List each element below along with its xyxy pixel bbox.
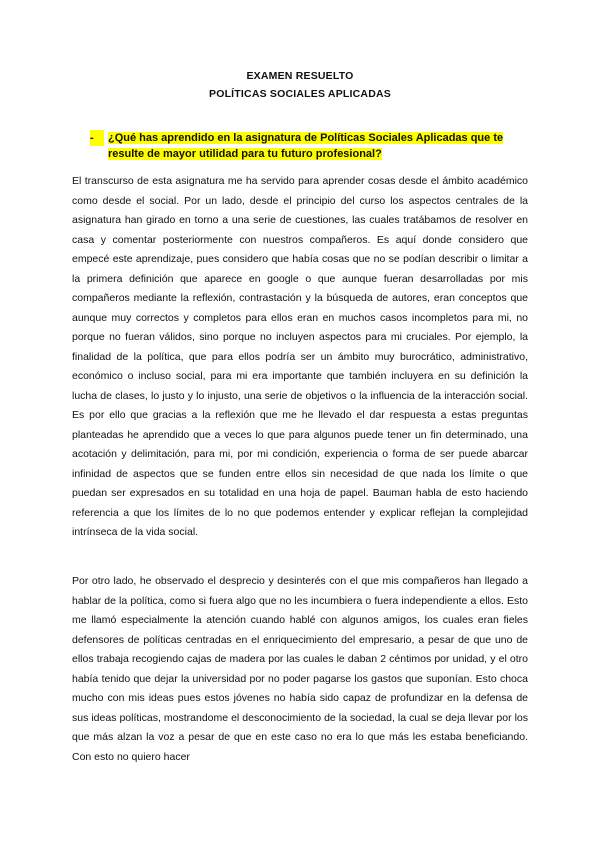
document-subtitle: POLÍTICAS SOCIALES APLICADAS [209, 88, 391, 100]
answer-paragraph-1: El transcurso de esta asignatura me ha servido para aprender cosas desde el ámbito académico como desde el social. Por un lado, desde el principio del curso los aspectos centrales de la asignatura han girado en torno a una serie de cuestiones, las cuales tratábamos de resolver en casa y comentar posteriormente con nuestros compañeros. Es aquí donde considero que empecé este aprendizaje, pues considero que había cosas que no se podían describir o limitar a la primera definición que aparece en google o que aunque fueran desarrolladas por mis compañeros mediante la reflexión, contrastación y la búsqueda de autores, eran conceptos que aunque muy correctos y completos para ellos eran en muchos casos incompletos para mi, no porque no fueran válidos, sino porque no incluyen aspectos para mi cruciales. Por ejemplo, la finalidad de la política, que para ellos podría ser un ámbito muy burocrático, administrativo, económico o incluso social, para mi era importante que también incluyera en su definición la lucha de clases, lo justo y lo injusto, una serie de objetivos o la influencia de la interacción social. Es por ello que gracias a la reflexión que me he llevado el dar respuesta a estas preguntas planteadas he aprendido que a veces lo que para algunos puede tener un fin determinado, una acotación y delimitación, para mi, por mi condición, experiencia o forma de ser puede abarcar infinidad de aspectos que se funden entre ellos sin necesidad de que nada los límite o que puedan ser expresados en su totalidad en una hoja de papel. Bauman habla de esto haciendo referencia a que los límites de lo no que podemos entender y explicar reflejan la complejidad intrínseca de la vida social. [72, 175, 528, 538]
exam-question [90, 130, 530, 162]
answer-paragraph-2: Por otro lado, he observado el desprecio y desinterés con el que mis compañeros han llegado a hablar de la política, como si fuera algo que no les incumbiera o fuera independiente a ellos. Esto me llamó especialmente la atención cuando hablé con algunos amigos, los cuales eran fieles defensores de políticas centradas en el enriquecimiento del empresario, a pesar de que uno de ellos trabaja recogiendo cajas de madera por las cuales le daban 2 céntimos por unidad, y el otro había tenido que dejar la universidad por no poder pagarse los gastos que suponían. Esto choca mucho con mis ideas pues estos jóvenes no había sido capaz de profundizar en la defensa de sus ideas políticas, mostrandome el desconocimiento de la sociedad, la cual se deja llevar por los que más alzan la voz a pesar de que en este caso no era lo que más les estaba beneficiando. Con esto no quiero hacer [72, 575, 528, 763]
question-bullet: - [90, 130, 104, 146]
question-text-block [108, 130, 530, 162]
question-text: ¿Qué has aprendido en la asignatura de Políticas Sociales Aplicadas que te resulte de mayor utilidad para tu futuro profesional? [108, 132, 504, 160]
document-title: EXAMEN RESUELTO [246, 70, 354, 82]
